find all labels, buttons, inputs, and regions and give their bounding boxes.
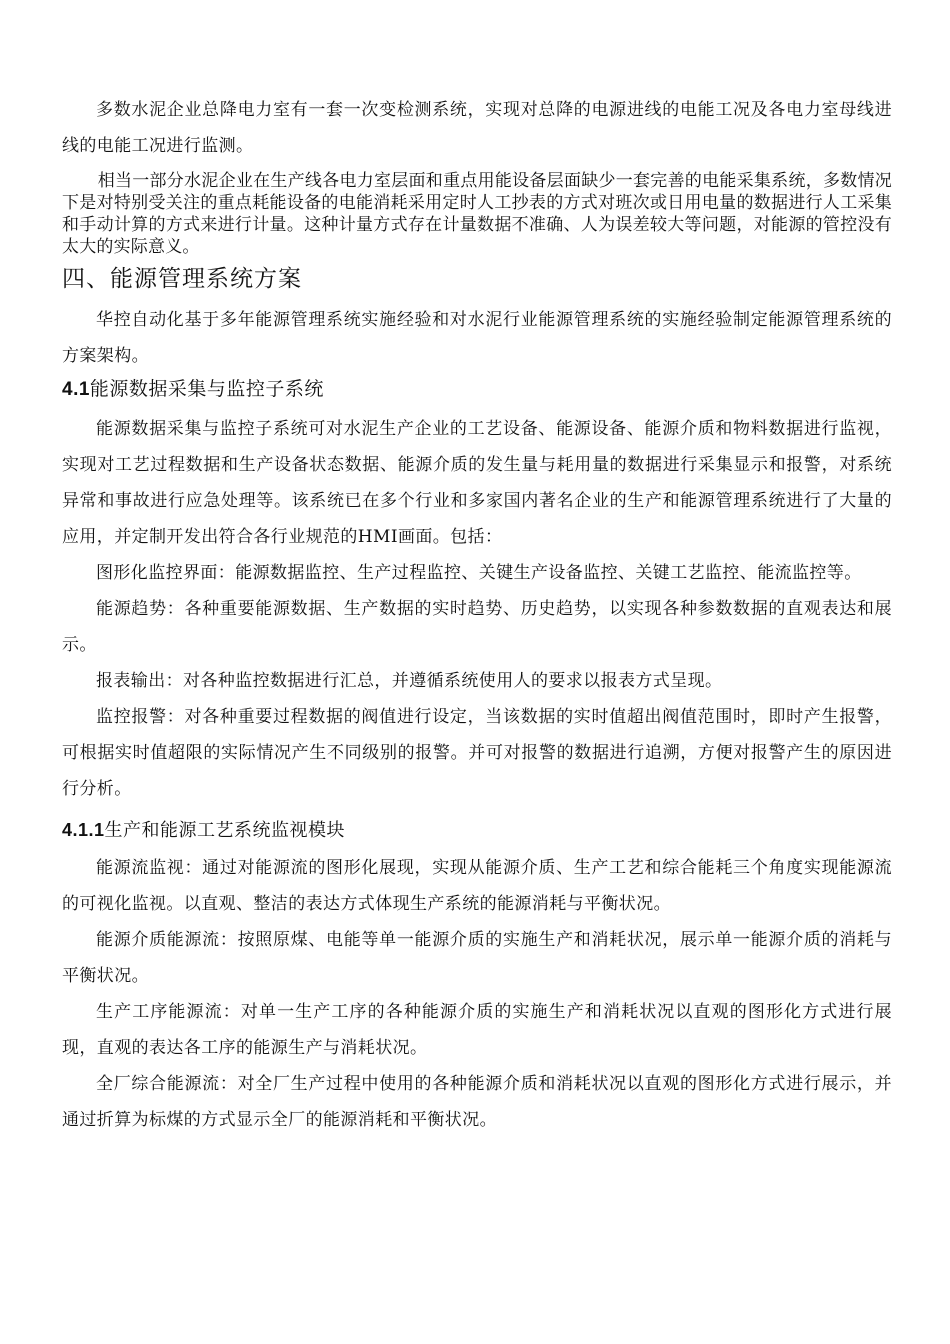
paragraph: 监控报警：对各种重要过程数据的阀值进行设定，当该数据的实时值超出阀值范围时，即时产生报警，可根据实时值超限的实际情况产生不同级别的报警。并可对报警的数据进行追溯，方便对报警产生的原因进行分析。 bbox=[62, 707, 892, 799]
paragraph: 能源介质能源流：按照原煤、电能等单一能源介质的实施生产和消耗状况，展示单一能源介质的消耗与平衡状况。 bbox=[62, 930, 892, 986]
paragraph: 能源趋势：各种重要能源数据、生产数据的实时趋势、历史趋势，以实现各种参数数据的直观表达和展示。 bbox=[62, 599, 892, 655]
paragraph: 全厂综合能源流：对全厂生产过程中使用的各种能源介质和消耗状况以直观的图形化方式进行展示，并通过折算为标煤的方式显示全厂的能源消耗和平衡状况。 bbox=[62, 1074, 892, 1130]
paragraph: 相当一部分水泥企业在生产线各电力室层面和重点用能设备层面缺少一套完善的电能采集系统，多数情况下是对特别受关注的重点耗能设备的电能消耗采用定时人工抄表的方式对班次或日用电量的数据进行人工采集和手动计算的方式来进行计量。这种计量方式存在计量数据不准确、人为误差较大等问题，对能源的管控没有太大的实际意义。 bbox=[62, 171, 892, 257]
paragraph: 报表输出：对各种监控数据进行汇总，并遵循系统使用人的要求以报表方式呈现。 bbox=[96, 671, 723, 691]
paragraph: 图形化监控界面：能源数据监控、生产过程监控、关键生产设备监控、关键工艺监控、能流监控等。 bbox=[96, 563, 862, 583]
paragraph: 能源流监视：通过对能源流的图形化展现，实现从能源介质、生产工艺和综合能耗三个角度实现能源流的可视化监视。以直观、整洁的表达方式体现生产系统的能源消耗与平衡状况。 bbox=[62, 858, 892, 914]
paragraph: 能源数据采集与监控子系统可对水泥生产企业的工艺设备、能源设备、能源介质和物料数据进行监视，实现对工艺过程数据和生产设备状态数据、能源介质的发生量与耗用量的数据进行采集显示和报警，对系统异常和事故进行应急处理等。该系统已在多个行业和多家国内著名企业的生产和能源管理系统进行了大量的应用，并定制开发出符合各行业规范的HMI画面。包括： bbox=[62, 419, 892, 547]
heading-number: 4.1.1 bbox=[62, 820, 105, 840]
heading-title: 生产和能源工艺系统监视模块 bbox=[104, 820, 346, 841]
subsection-heading bbox=[62, 374, 892, 405]
heading-title: 能源数据采集与监控子系统 bbox=[89, 378, 324, 400]
paragraph: 华控自动化基于多年能源管理系统实施经验和对水泥行业能源管理系统的实施经验制定能源管理系统的方案架构。 bbox=[62, 310, 892, 366]
paragraph: 生产工序能源流：对单一生产工序的各种能源介质的实施生产和消耗状况以直观的图形化方式进行展现，直观的表达各工序的能源生产与消耗状况。 bbox=[62, 1002, 892, 1058]
subsubsection-heading bbox=[62, 815, 892, 846]
paragraph: 多数水泥企业总降电力室有一套一次变检测系统，实现对总降的电源进线的电能工况及各电力室母线进线的电能工况进行监测。 bbox=[62, 100, 892, 156]
document-page bbox=[62, 92, 892, 1138]
heading-number: 4.1 bbox=[62, 379, 90, 400]
section-heading: 四、能源管理系统方案 bbox=[62, 266, 302, 292]
